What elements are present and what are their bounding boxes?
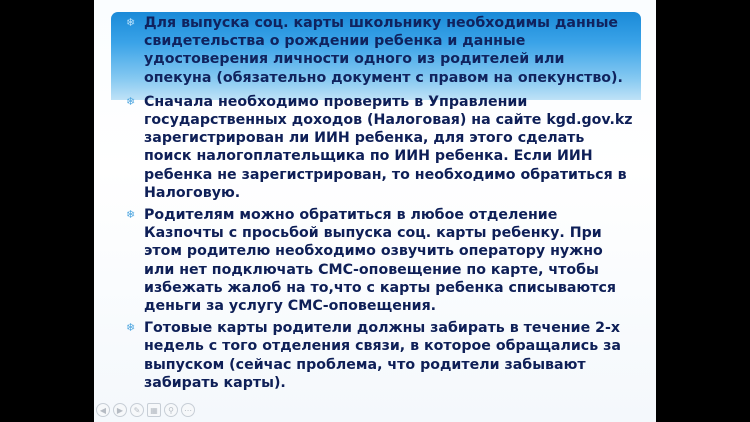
bullet-item-2 [124, 93, 634, 202]
bullet-item-4 [124, 319, 634, 392]
bullet-text-1: Для выпуска соц. карты школьнику необходимы данные свидетельства о рождении ребенка и данные удостоверения личности одного из родителей или опекуна (обязательно документ с правом на опекунство). [144, 15, 623, 86]
snowflake-bullet-icon: ❄ [126, 208, 136, 222]
more-options-icon[interactable]: ⋯ [181, 403, 195, 417]
snowflake-bullet-icon: ❄ [126, 94, 136, 108]
snowflake-bullet-icon: ❄ [126, 321, 136, 335]
next-slide-icon[interactable]: ▶ [113, 403, 127, 417]
bullet-list [124, 14, 634, 396]
zoom-icon[interactable]: ⚲ [164, 403, 178, 417]
slideshow-controls [96, 401, 195, 419]
bullet-item-3 [124, 206, 634, 315]
previous-slide-icon[interactable]: ◀ [96, 403, 110, 417]
pen-icon[interactable]: ✎ [130, 403, 144, 417]
bullet-text-3: Родителям можно обратиться в любое отделение Казпочты с просьбой выпуска соц. карты ребенку. При этом родителю необходимо озвучить оператору нужно или нет подключать СМС-оповещение по карте, чтобы избежать жалоб на то,что с карты ребенка списываются деньги за услугу СМС-оповещения. [144, 207, 616, 315]
slides-grid-icon[interactable]: ▦ [147, 403, 161, 417]
bullet-text-4: Готовые карты родители должны забирать в течение 2-х недель с того отделения связи, в которое обращались за выпуском (сейчас проблема, что родители забывают забирать карты). [144, 320, 621, 391]
slide [94, 0, 656, 422]
bullet-item-1 [124, 14, 634, 87]
snowflake-bullet-icon: ❄ [126, 16, 136, 29]
bullet-text-2: Сначала необходимо проверить в Управлении государственных доходов (Налоговая) на сайте kgd.gov.kz зарегистрирован ли ИИН ребенка, для этого сделать поиск налогоплательщика по ИИН ребенка. Если ИИН ребенка не зарегистрирован, то необходимо обратиться в Налоговую. [144, 93, 633, 201]
